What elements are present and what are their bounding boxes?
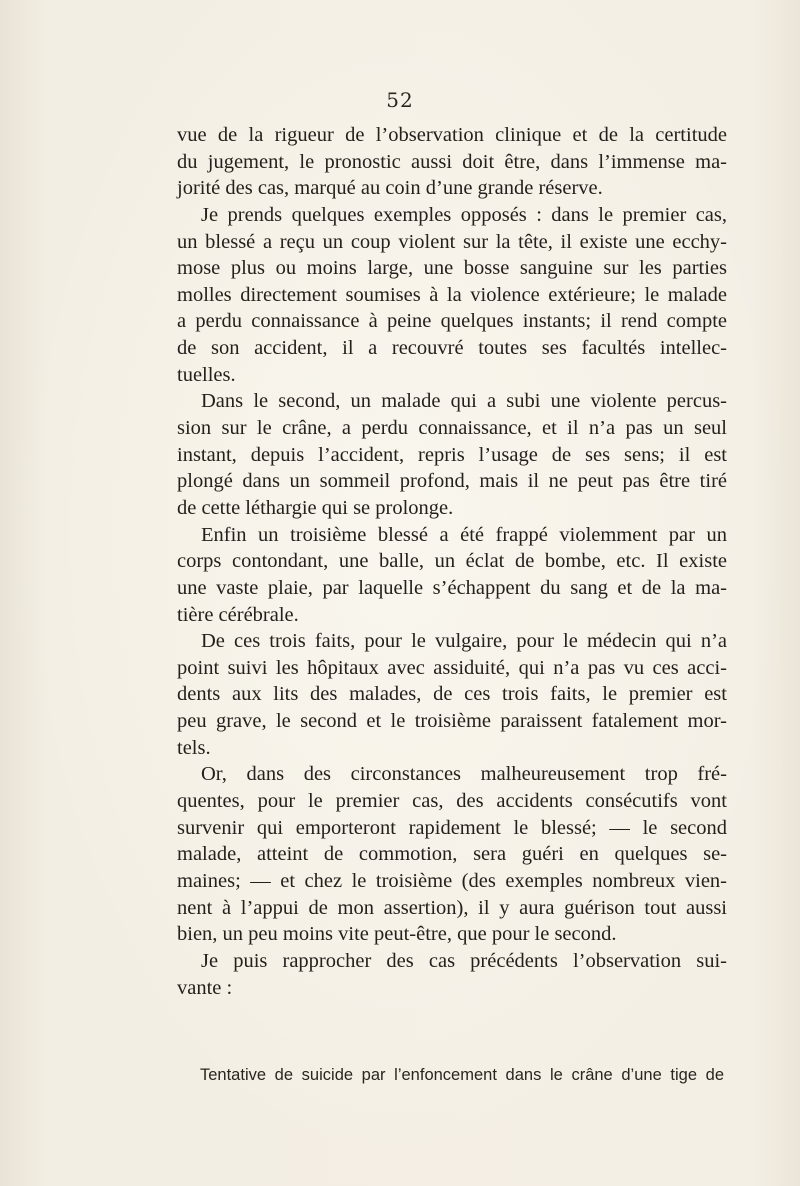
text-line: nent à l’appui de mon assertion), il y aura guérison tout aussi (177, 896, 727, 919)
text-line: peu grave, le second et le troisième paraissent fatalement mor- (177, 710, 727, 733)
text-line: quentes, pour le premier cas, des accidents consécutifs vont (177, 790, 727, 813)
text-line: du jugement, le pronostic aussi doit être, dans l’immense ma- (177, 150, 727, 173)
body-text (177, 122, 727, 1001)
text-line: Enfin un troisième blessé a été frappé violemment par un (201, 523, 727, 546)
text-line: de son accident, il a recouvré toutes ses facultés intellec- (177, 337, 727, 360)
text-line: dents aux lits des malades, de ces trois faits, le premier est (177, 683, 727, 706)
text-line: une vaste plaie, par laquelle s’échappent du sang et de la ma- (177, 576, 727, 599)
text-line: maines; — et chez le troisième (des exemples nombreux vien- (177, 869, 727, 892)
text-line: Je puis rapprocher des cas précédents l’observation sui- (201, 949, 727, 972)
text-line: vue de la rigueur de l’observation clinique et de la certitude (177, 124, 727, 146)
text-line: plongé dans un sommeil profond, mais il ne peut pas être tiré (177, 470, 727, 493)
text-line: corps contondant, une balle, un éclat de bombe, etc. Il existe (177, 550, 727, 573)
text-line: Je prends quelques exemples opposés : dans le premier cas, (201, 203, 727, 226)
text-line: De ces trois faits, pour le vulgaire, pour le médecin qui n’a (201, 630, 727, 653)
text-line: tuelles. (177, 363, 236, 386)
text-line: sion sur le crâne, a perdu connaissance, et il n’a pas un seul (177, 417, 727, 440)
text-line: a perdu connaissance à peine quelques instants; il rend compte (177, 310, 727, 333)
text-line: Dans le second, un malade qui a subi une violente percus- (201, 390, 727, 413)
text-line: de cette léthargie qui se prolonge. (177, 496, 454, 519)
text-line: malade, atteint de commotion, sera guéri en quelques se- (177, 843, 727, 866)
page-number: 52 (386, 88, 414, 112)
text-line: tière cérébrale. (177, 603, 299, 626)
text-line: un blessé a reçu un coup violent sur la tête, il existe une ecchy- (177, 230, 727, 253)
text-line: instant, depuis l’accident, repris l’usage de ses sens; il est (177, 443, 727, 466)
text-line: Or, dans des circonstances malheureusement trop fré- (201, 763, 727, 786)
text-line: point suivi les hôpitaux avec assiduité, qui n’a pas vu ces acci- (177, 656, 727, 679)
text-line: survenir qui emporteront rapidement le blessé; — le second (177, 816, 727, 839)
text-line: tels. (177, 736, 211, 759)
text-line: mose plus ou moins large, une bosse sanguine sur les parties (177, 257, 727, 280)
text-line: molles directement soumises à la violence extérieure; le malade (177, 283, 727, 306)
observation-heading: Tentative de suicide par l’enfoncement dans le crâne d’une tige de (200, 1066, 724, 1084)
text-line: jorité des cas, marqué au coin d’une grande réserve. (177, 177, 603, 200)
text-line: vante : (177, 976, 233, 999)
text-line: bien, un peu moins vite peut-être, que pour le second. (177, 923, 617, 946)
